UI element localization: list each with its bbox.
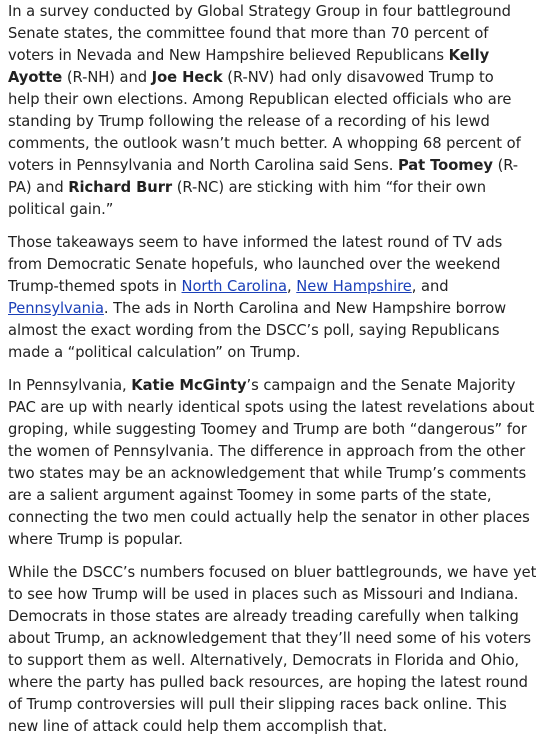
name-kelly: Kelly	[448, 47, 490, 64]
text-line	[8, 67, 514, 89]
text-line: PAC are up with nearly identical spots using the latest revelations about	[8, 399, 535, 416]
text-run: (R-NC) are sticking with him “for their own	[172, 179, 487, 196]
text-run: PA) and	[8, 179, 69, 196]
text-line: groping, while suggesting Toomey and Trump are both “dangerous” for	[8, 421, 527, 438]
text-line: While the DSCC’s numbers focused on bluer battlegrounds, we have yet	[8, 564, 536, 581]
text-run: (R-	[492, 157, 519, 174]
text-line: In a survey conducted by Global Strategy Group in four battleground	[8, 3, 511, 20]
name-richard-burr: Richard Burr	[68, 179, 173, 196]
text-line: Those takeaways seem to have informed the latest round of TV ads	[8, 234, 503, 251]
text-line: Senate states, the committee found that more than 70 percent of	[8, 25, 489, 42]
text-line: to support them as well. Alternatively, Democrats in Florida and Ohio,	[8, 652, 520, 669]
link-pennsylvania[interactable]: Pennsylvania	[8, 300, 104, 317]
paragraph-bluer-battlegrounds	[8, 562, 536, 738]
link-new-hampshire[interactable]: New Hampshire	[296, 278, 412, 295]
text-line	[8, 177, 514, 199]
text-line: connecting the two men could actually help the senator in other places	[8, 509, 530, 526]
text-line	[8, 298, 514, 320]
name-pat-toomey: Pat Toomey	[397, 157, 493, 174]
text-line: to see how Trump will be used in places such as Missouri and Indiana.	[8, 586, 519, 603]
text-line: help their own elections. Among Republican elected officials who are	[8, 91, 512, 108]
text-run: , and	[411, 278, 449, 295]
text-line: are a salient argument against Toomey in some parts of the state,	[8, 487, 492, 504]
link-north-carolina[interactable]: North Carolina	[181, 278, 288, 295]
paragraph-pennsylvania	[8, 375, 535, 551]
text-line: new line of attack could help them accomplish that.	[8, 718, 388, 735]
text-line: political gain.”	[8, 201, 114, 218]
paragraph-survey	[8, 1, 521, 221]
text-line: where Trump is popular.	[8, 531, 183, 548]
text-run: . The ads in North Carolina and New Hampshire borrow	[103, 300, 507, 317]
text-line: Democrats in those states are already treading carefully when talking	[8, 608, 519, 625]
article-body	[0, 1, 536, 738]
paragraph-tv-ads	[8, 232, 514, 364]
text-line: where the party has pulled back resources, are hoping the latest round	[8, 674, 528, 691]
text-line: standing by Trump following the release of a recording of his lewd	[8, 113, 490, 130]
text-line: about Trump, an acknowledgement that they’ll need some of his voters	[8, 630, 532, 647]
text-line: comments, the outlook wasn’t much better. A whopping 68 percent of	[8, 135, 521, 152]
name-ayotte: Ayotte	[8, 69, 63, 86]
text-line	[8, 375, 514, 397]
text-run: ’s campaign and the Senate Majority	[246, 377, 516, 394]
text-line	[8, 45, 514, 67]
text-run: (R-NH) and	[62, 69, 152, 86]
text-line	[8, 155, 519, 177]
text-run: Trump-themed spots in	[8, 278, 182, 295]
name-katie-mcginty: Katie McGinty	[131, 377, 247, 394]
text-run: In Pennsylvania,	[8, 377, 132, 394]
name-joe-heck: Joe Heck	[151, 69, 223, 86]
text-run: voters in Pennsylvania and North Carolina said Sens.	[8, 157, 398, 174]
text-line: almost the exact wording from the DSCC’s poll, saying Republicans	[8, 322, 500, 339]
text-line: from Democratic Senate hopefuls, who launched over the weekend	[8, 256, 501, 273]
text-line	[8, 276, 514, 298]
text-line: of Trump controversies will pull their slipping races back online. This	[8, 696, 507, 713]
text-line: the women of Pennsylvania. The difference in approach from the other	[8, 443, 526, 460]
text-run: (R-NV) had only disavowed Trump to	[222, 69, 494, 86]
text-line: made a “political calculation” on Trump.	[8, 344, 301, 361]
text-run: ,	[287, 278, 297, 295]
text-line: two states may be an acknowledgement that while Trump’s comments	[8, 465, 527, 482]
text-run: voters in Nevada and New Hampshire believed Republicans	[8, 47, 449, 64]
